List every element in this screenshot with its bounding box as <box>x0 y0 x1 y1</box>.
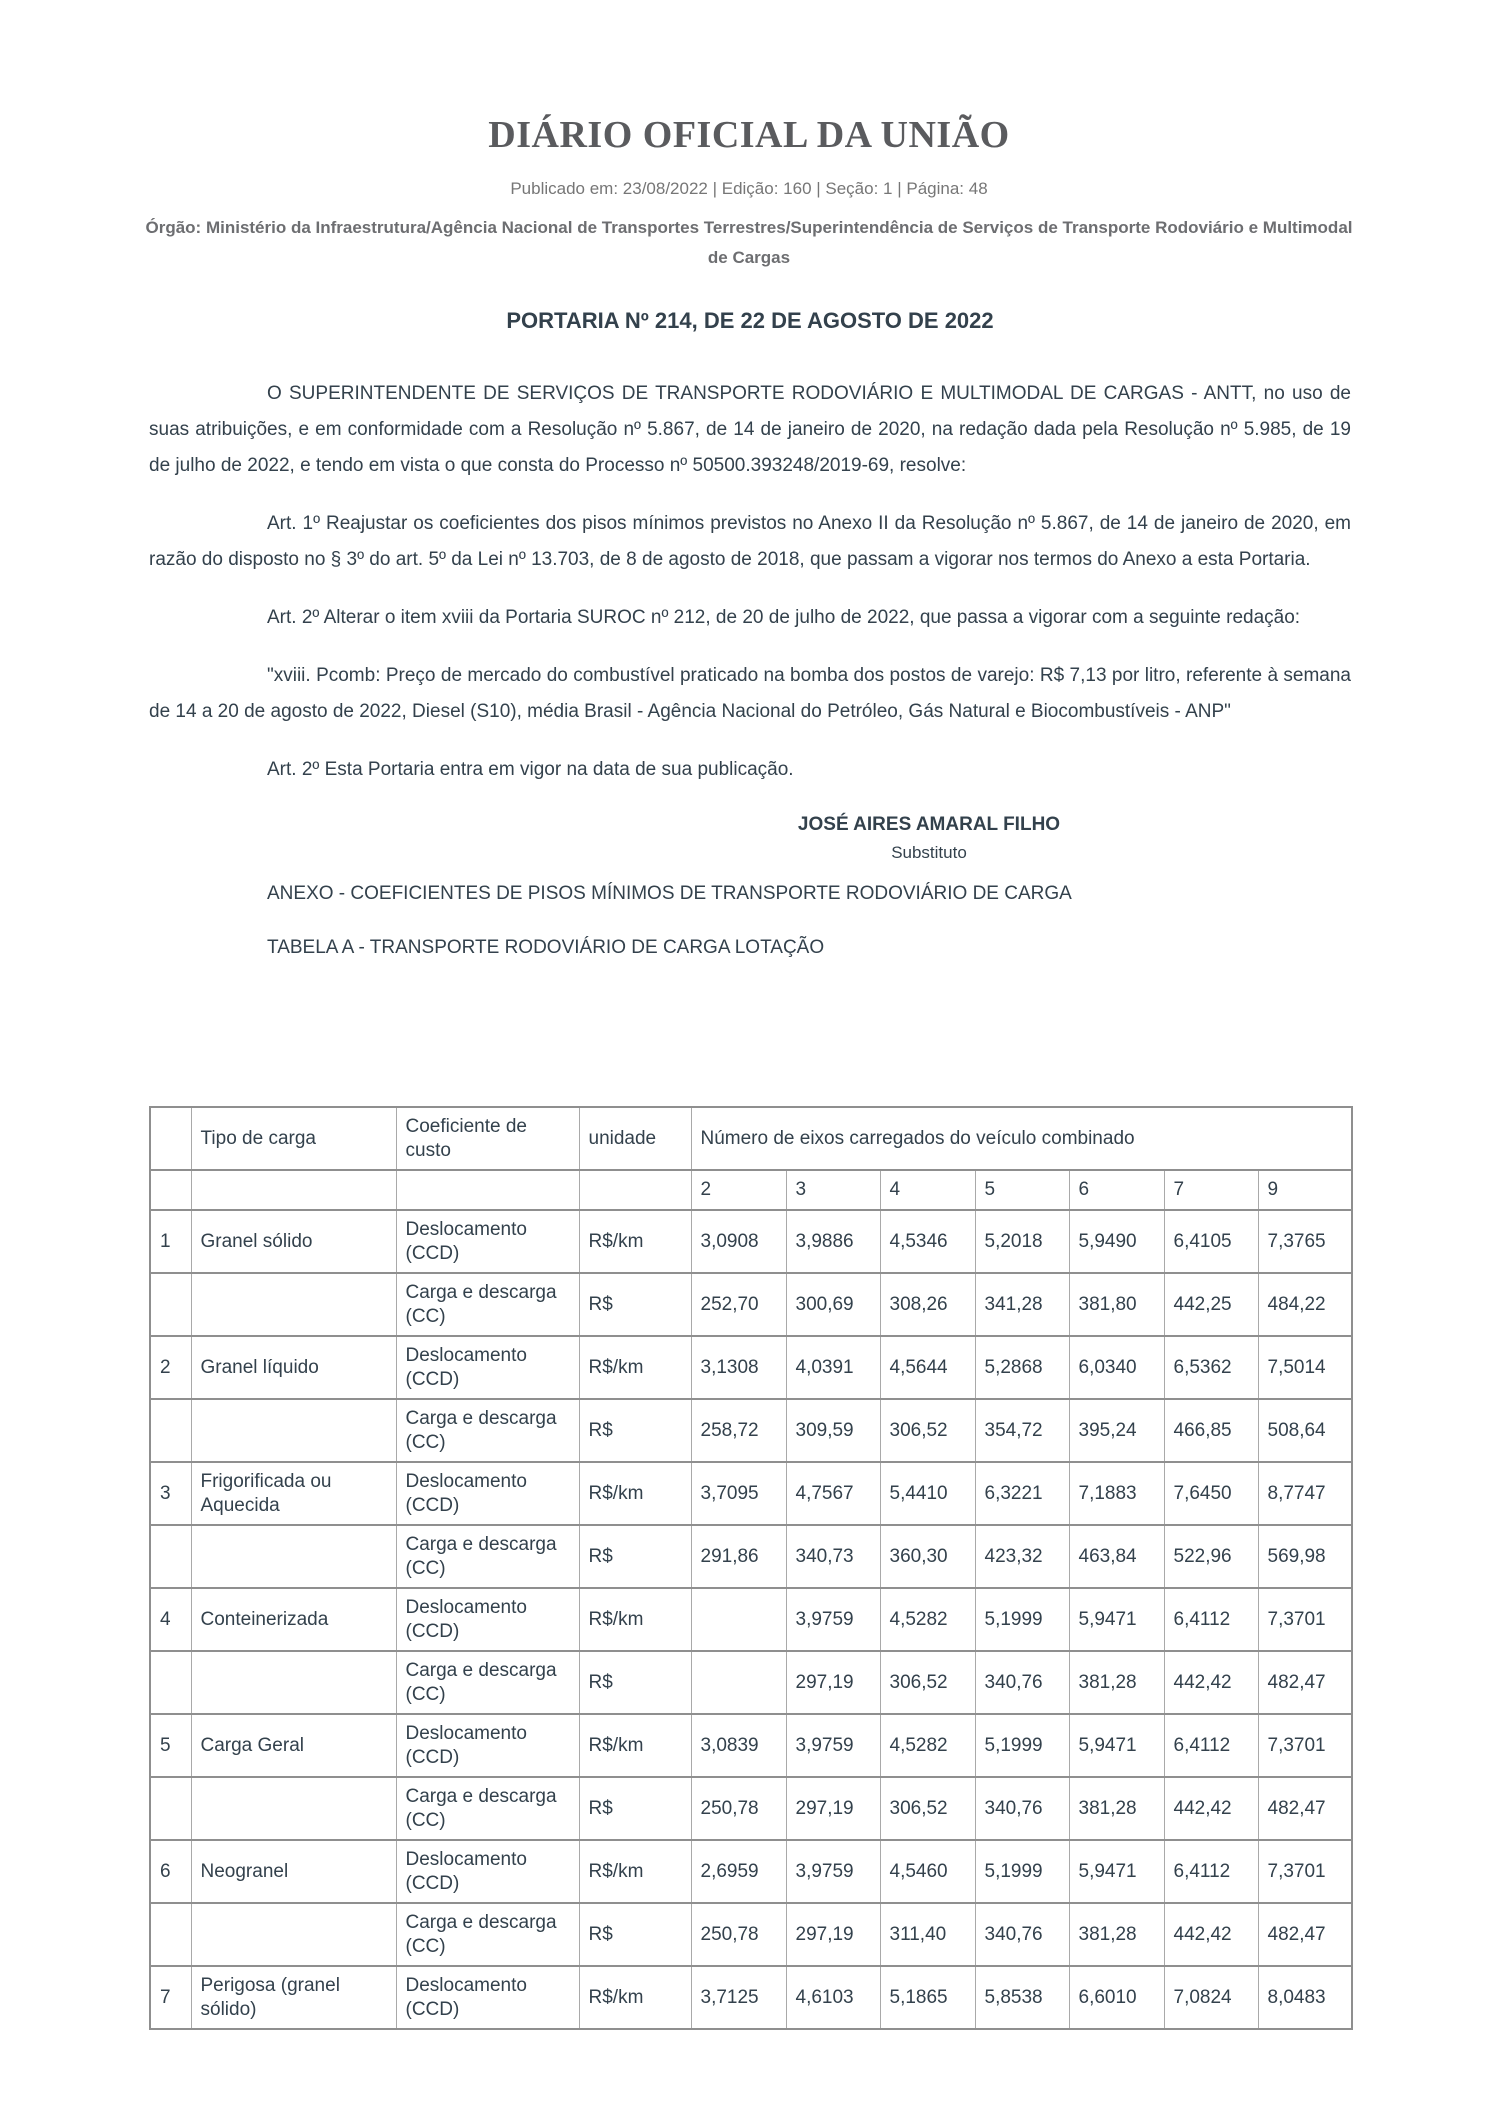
cell-value-axle-7: 522,96 <box>1164 1525 1258 1588</box>
cell-value-axle-2: 3,0839 <box>691 1714 786 1777</box>
cell-value-axle-5: 5,1999 <box>975 1714 1069 1777</box>
cell-value-axle-4: 360,30 <box>880 1525 975 1588</box>
cell-value-axle-2: 3,7095 <box>691 1462 786 1525</box>
signature-role: Substituto <box>891 843 967 862</box>
cell-unidade: R$ <box>579 1777 691 1840</box>
cell-value-axle-9: 7,3701 <box>1258 1840 1352 1903</box>
cell-value-axle-6: 381,28 <box>1069 1651 1164 1714</box>
table-body <box>150 1210 1352 2029</box>
cell-value-axle-3: 3,9759 <box>786 1714 880 1777</box>
cell-row-number <box>150 1273 191 1336</box>
cell-value-axle-3: 309,59 <box>786 1399 880 1462</box>
table-row <box>150 1462 1352 1525</box>
cell-value-axle-9: 569,98 <box>1258 1525 1352 1588</box>
cell-coeficiente: Carga e descarga (CC) <box>396 1399 579 1462</box>
header-cell-eixos: Número de eixos carregados do veículo combinado <box>691 1107 1352 1170</box>
cell-value-axle-3: 3,9759 <box>786 1840 880 1903</box>
table-row <box>150 1903 1352 1966</box>
cell-value-axle-3: 297,19 <box>786 1903 880 1966</box>
cell-row-number: 5 <box>150 1714 191 1777</box>
cell-unidade: R$/km <box>579 1714 691 1777</box>
cell-value-axle-3: 4,6103 <box>786 1966 880 2029</box>
cell-value-axle-6: 7,1883 <box>1069 1462 1164 1525</box>
cell-value-axle-5: 340,76 <box>975 1651 1069 1714</box>
cell-row-number <box>150 1525 191 1588</box>
cell-value-axle-7: 6,4112 <box>1164 1714 1258 1777</box>
cell-unidade: R$/km <box>579 1840 691 1903</box>
cell-value-axle-6: 5,9471 <box>1069 1840 1164 1903</box>
header-cell-coeficiente: Coeficiente de custo <box>396 1107 579 1170</box>
cell-tipo-de-carga <box>191 1399 396 1462</box>
cell-value-axle-4: 5,1865 <box>880 1966 975 2029</box>
cell-tipo-de-carga <box>191 1777 396 1840</box>
axle-header-6: 6 <box>1069 1170 1164 1210</box>
cell-value-axle-4: 311,40 <box>880 1903 975 1966</box>
cell-value-axle-9: 8,0483 <box>1258 1966 1352 2029</box>
cell-value-axle-9: 482,47 <box>1258 1777 1352 1840</box>
cell-unidade: R$/km <box>579 1966 691 2029</box>
cell-row-number: 3 <box>150 1462 191 1525</box>
paragraph-vigor: Art. 2º Esta Portaria entra em vigor na data de sua publicação. <box>267 759 794 780</box>
cell-row-number: 4 <box>150 1588 191 1651</box>
cell-value-axle-6: 381,28 <box>1069 1777 1164 1840</box>
cell-value-axle-9: 7,3765 <box>1258 1210 1352 1273</box>
cell-value-axle-3: 300,69 <box>786 1273 880 1336</box>
cell-value-axle-7: 6,4112 <box>1164 1840 1258 1903</box>
cell-value-axle-5: 341,28 <box>975 1273 1069 1336</box>
table-row <box>150 1966 1352 2029</box>
table-title: TABELA A - TRANSPORTE RODOVIÁRIO DE CARGA LOTAÇÃO <box>267 937 825 958</box>
cell-unidade: R$ <box>579 1525 691 1588</box>
cell-value-axle-7: 7,6450 <box>1164 1462 1258 1525</box>
axle-header-empty <box>579 1170 691 1210</box>
cell-unidade: R$ <box>579 1399 691 1462</box>
cell-unidade: R$/km <box>579 1336 691 1399</box>
cell-tipo-de-carga: Granel sólido <box>191 1210 396 1273</box>
cell-value-axle-2: 291,86 <box>691 1525 786 1588</box>
cell-value-axle-4: 4,5282 <box>880 1714 975 1777</box>
cell-value-axle-9: 508,64 <box>1258 1399 1352 1462</box>
cell-value-axle-6: 381,80 <box>1069 1273 1164 1336</box>
axle-header-7: 7 <box>1164 1170 1258 1210</box>
annex-title: ANEXO - COEFICIENTES DE PISOS MÍNIMOS DE TRANSPORTE RODOVIÁRIO DE CARGA <box>267 883 1072 904</box>
cell-tipo-de-carga: Neogranel <box>191 1840 396 1903</box>
cell-value-axle-2 <box>691 1651 786 1714</box>
cell-value-axle-9: 482,47 <box>1258 1651 1352 1714</box>
table-row <box>150 1273 1352 1336</box>
cell-value-axle-5: 5,1999 <box>975 1588 1069 1651</box>
cell-value-axle-9: 7,3701 <box>1258 1588 1352 1651</box>
cell-unidade: R$ <box>579 1273 691 1336</box>
cell-value-axle-2: 258,72 <box>691 1399 786 1462</box>
cell-value-axle-5: 354,72 <box>975 1399 1069 1462</box>
cell-unidade: R$/km <box>579 1588 691 1651</box>
axle-header-4: 4 <box>880 1170 975 1210</box>
cell-value-axle-7: 442,25 <box>1164 1273 1258 1336</box>
table-row <box>150 1588 1352 1651</box>
cell-value-axle-7: 6,4112 <box>1164 1588 1258 1651</box>
cell-tipo-de-carga <box>191 1273 396 1336</box>
cell-coeficiente: Deslocamento (CCD) <box>396 1588 579 1651</box>
cell-value-axle-7: 6,4105 <box>1164 1210 1258 1273</box>
cell-tipo-de-carga: Conteinerizada <box>191 1588 396 1651</box>
cell-value-axle-6: 5,9471 <box>1069 1588 1164 1651</box>
cell-value-axle-4: 4,5460 <box>880 1840 975 1903</box>
cell-coeficiente: Deslocamento (CCD) <box>396 1210 579 1273</box>
cell-value-axle-4: 4,5346 <box>880 1210 975 1273</box>
cell-coeficiente: Deslocamento (CCD) <box>396 1966 579 2029</box>
axle-header-empty <box>396 1170 579 1210</box>
cell-value-axle-5: 340,76 <box>975 1903 1069 1966</box>
cell-row-number <box>150 1651 191 1714</box>
organ-line: Órgão: Ministério da Infraestrutura/Agência Nacional de Transportes Terrestres/Superintendência de Serviços de Transporte Rodoviário e Multimodal de Cargas <box>145 218 1353 267</box>
coefficients-table <box>149 1106 1353 2030</box>
cell-tipo-de-carga: Frigorificada ou Aquecida <box>191 1462 396 1525</box>
cell-coeficiente: Carga e descarga (CC) <box>396 1651 579 1714</box>
cell-value-axle-5: 423,32 <box>975 1525 1069 1588</box>
cell-value-axle-5: 6,3221 <box>975 1462 1069 1525</box>
cell-row-number: 7 <box>150 1966 191 2029</box>
table-row <box>150 1714 1352 1777</box>
cell-value-axle-7: 7,0824 <box>1164 1966 1258 2029</box>
cell-value-axle-3: 3,9886 <box>786 1210 880 1273</box>
cell-unidade: R$ <box>579 1903 691 1966</box>
table-row <box>150 1399 1352 1462</box>
cell-value-axle-9: 7,5014 <box>1258 1336 1352 1399</box>
cell-value-axle-9: 484,22 <box>1258 1273 1352 1336</box>
paragraph-art1: Art. 1º Reajustar os coeficientes dos pisos mínimos previstos no Anexo II da Resolução nº 5.867, de 14 de janeiro de 2020, em razão do disposto no § 3º do art. 5º da Lei nº 13.703, de 8 de agosto de 2018, que passam a vigorar nos termos do Anexo a esta Portaria. <box>149 513 1351 570</box>
cell-value-axle-6: 6,6010 <box>1069 1966 1164 2029</box>
cell-unidade: R$/km <box>579 1462 691 1525</box>
cell-value-axle-7: 6,5362 <box>1164 1336 1258 1399</box>
cell-row-number: 2 <box>150 1336 191 1399</box>
published-line: Publicado em: 23/08/2022 | Edição: 160 | Seção: 1 | Página: 48 <box>510 179 988 198</box>
masthead <box>0 0 1498 273</box>
cell-value-axle-3: 3,9759 <box>786 1588 880 1651</box>
axle-header-empty <box>191 1170 396 1210</box>
table-row <box>150 1651 1352 1714</box>
header-cell-tipo: Tipo de carga <box>191 1107 396 1170</box>
cell-value-axle-5: 5,8538 <box>975 1966 1069 2029</box>
header-cell-index <box>150 1107 191 1170</box>
signature-name: JOSÉ AIRES AMARAL FILHO <box>797 814 1061 835</box>
cell-value-axle-5: 340,76 <box>975 1777 1069 1840</box>
cell-value-axle-3: 297,19 <box>786 1651 880 1714</box>
cell-value-axle-4: 306,52 <box>880 1399 975 1462</box>
cell-coeficiente: Carga e descarga (CC) <box>396 1903 579 1966</box>
cell-value-axle-2: 3,7125 <box>691 1966 786 2029</box>
cell-coeficiente: Carga e descarga (CC) <box>396 1273 579 1336</box>
cell-value-axle-4: 306,52 <box>880 1777 975 1840</box>
article-title: PORTARIA Nº 214, DE 22 DE AGOSTO DE 2022 <box>506 308 994 333</box>
table-row <box>150 1777 1352 1840</box>
table-row <box>150 1525 1352 1588</box>
cell-value-axle-7: 442,42 <box>1164 1777 1258 1840</box>
axle-header-9: 9 <box>1258 1170 1352 1210</box>
cell-value-axle-9: 7,3701 <box>1258 1714 1352 1777</box>
cell-value-axle-6: 5,9471 <box>1069 1714 1164 1777</box>
paragraph-art2: Art. 2º Alterar o item xviii da Portaria SUROC nº 212, de 20 de julho de 2022, que passa a vigorar com a seguinte redação: <box>267 607 1301 628</box>
cell-value-axle-6: 381,28 <box>1069 1903 1164 1966</box>
table-row <box>150 1336 1352 1399</box>
cell-value-axle-3: 4,7567 <box>786 1462 880 1525</box>
cell-value-axle-9: 482,47 <box>1258 1903 1352 1966</box>
cell-tipo-de-carga <box>191 1525 396 1588</box>
cell-value-axle-2: 2,6959 <box>691 1840 786 1903</box>
signature-block <box>509 810 1349 866</box>
cell-value-axle-3: 340,73 <box>786 1525 880 1588</box>
cell-row-number: 1 <box>150 1210 191 1273</box>
cell-value-axle-4: 308,26 <box>880 1273 975 1336</box>
cell-value-axle-3: 4,0391 <box>786 1336 880 1399</box>
cell-value-axle-2: 252,70 <box>691 1273 786 1336</box>
paragraph-xviii: "xviii. Pcomb: Preço de mercado do combustível praticado na bomba dos postos de varejo: R$ 7,13 por litro, referente à semana de 14 a 20 de agosto de 2022, Diesel (S10), média Brasil - Agência Nacional do Petróleo, Gás Natural e Biocombustíveis - ANP" <box>149 665 1351 722</box>
cell-value-axle-7: 442,42 <box>1164 1903 1258 1966</box>
axle-header-empty <box>150 1170 191 1210</box>
cell-value-axle-9: 8,7747 <box>1258 1462 1352 1525</box>
cell-value-axle-5: 5,1999 <box>975 1840 1069 1903</box>
axle-header-2: 2 <box>691 1170 786 1210</box>
header-cell-unidade: unidade <box>579 1107 691 1170</box>
cell-value-axle-4: 306,52 <box>880 1651 975 1714</box>
cell-value-axle-6: 6,0340 <box>1069 1336 1164 1399</box>
cell-row-number <box>150 1777 191 1840</box>
cell-value-axle-4: 4,5282 <box>880 1588 975 1651</box>
cell-coeficiente: Deslocamento (CCD) <box>396 1840 579 1903</box>
cell-value-axle-7: 466,85 <box>1164 1399 1258 1462</box>
axle-header-3: 3 <box>786 1170 880 1210</box>
cell-tipo-de-carga: Perigosa (granel sólido) <box>191 1966 396 2029</box>
cell-value-axle-6: 463,84 <box>1069 1525 1164 1588</box>
cell-value-axle-3: 297,19 <box>786 1777 880 1840</box>
cell-row-number: 6 <box>150 1840 191 1903</box>
cell-coeficiente: Carga e descarga (CC) <box>396 1525 579 1588</box>
table-header-row <box>150 1107 1352 1170</box>
cell-value-axle-5: 5,2018 <box>975 1210 1069 1273</box>
axle-header-5: 5 <box>975 1170 1069 1210</box>
article-body <box>149 308 1351 964</box>
axle-header-row <box>150 1170 1352 1210</box>
cell-coeficiente: Deslocamento (CCD) <box>396 1714 579 1777</box>
cell-coeficiente: Carga e descarga (CC) <box>396 1777 579 1840</box>
cell-coeficiente: Deslocamento (CCD) <box>396 1336 579 1399</box>
cell-unidade: R$/km <box>579 1210 691 1273</box>
cell-tipo-de-carga <box>191 1651 396 1714</box>
cell-tipo-de-carga: Granel líquido <box>191 1336 396 1399</box>
cell-value-axle-6: 5,9490 <box>1069 1210 1164 1273</box>
cell-value-axle-7: 442,42 <box>1164 1651 1258 1714</box>
cell-value-axle-6: 395,24 <box>1069 1399 1164 1462</box>
cell-value-axle-5: 5,2868 <box>975 1336 1069 1399</box>
cell-value-axle-4: 5,4410 <box>880 1462 975 1525</box>
table-row <box>150 1210 1352 1273</box>
cell-unidade: R$ <box>579 1651 691 1714</box>
cell-row-number <box>150 1399 191 1462</box>
cell-value-axle-2: 3,1308 <box>691 1336 786 1399</box>
cell-tipo-de-carga <box>191 1903 396 1966</box>
cell-row-number <box>150 1903 191 1966</box>
table-row <box>150 1840 1352 1903</box>
cell-value-axle-2: 3,0908 <box>691 1210 786 1273</box>
cell-coeficiente: Deslocamento (CCD) <box>396 1462 579 1525</box>
cell-value-axle-2: 250,78 <box>691 1903 786 1966</box>
cell-tipo-de-carga: Carga Geral <box>191 1714 396 1777</box>
cell-value-axle-2: 250,78 <box>691 1777 786 1840</box>
cell-value-axle-4: 4,5644 <box>880 1336 975 1399</box>
paragraph-preamble: O SUPERINTENDENTE DE SERVIÇOS DE TRANSPORTE RODOVIÁRIO E MULTIMODAL DE CARGAS - ANTT, no uso de suas atribuições, e em conformidade com a Resolução nº 5.867, de 14 de janeiro de 2020, na redação dada pela Resolução nº 5.985, de 19 de julho de 2022, e tendo em vista o que consta do Processo nº 50500.393248/2019-69, resolve: <box>149 383 1351 476</box>
masthead-title: DIÁRIO OFICIAL DA UNIÃO <box>488 114 1010 156</box>
cell-value-axle-2 <box>691 1588 786 1651</box>
